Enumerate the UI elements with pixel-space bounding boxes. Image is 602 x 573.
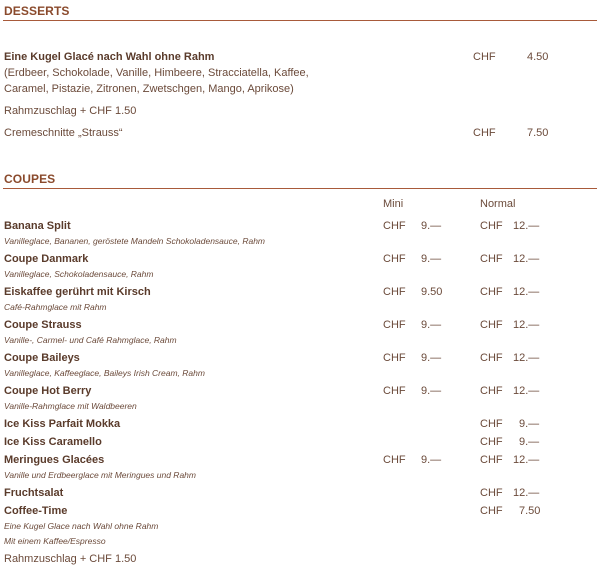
normal-currency: CHF [480, 436, 503, 448]
cremeschnitte-item-name: Cremeschnitte „Strauss“ [4, 127, 123, 139]
coupe-description: Vanilleglace, Bananen, geröstete Mandeln Schokoladensauce, Rahm [4, 236, 265, 246]
normal-price: 12.— [513, 253, 540, 265]
coupe-description: Vanilleglace, Kaffeeglace, Baileys Irish Cream, Rahm [4, 368, 205, 378]
kugel-currency: CHF [473, 51, 496, 63]
normal-price: 12.— [513, 454, 540, 466]
coupe-name: Meringues Glacées [4, 454, 105, 466]
desserts-rahm-surcharge: Rahmzuschlag + CHF 1.50 [4, 105, 137, 117]
mini-currency: CHF [383, 253, 406, 265]
mini-price: 9.— [421, 220, 442, 232]
normal-currency: CHF [480, 352, 503, 364]
coupes-heading: COUPES [4, 172, 56, 186]
desserts-divider [3, 20, 597, 21]
column-header-mini: Mini [383, 198, 404, 210]
coupe-name: Ice Kiss Caramello [4, 436, 102, 448]
mini-price: 9.— [421, 352, 442, 364]
mini-price: 9.50 [421, 286, 443, 298]
coupe-name: Coffee-Time [4, 505, 68, 517]
normal-price: 9.— [519, 436, 540, 448]
kugel-item-name: Eine Kugel Glacé nach Wahl ohne Rahm [4, 51, 215, 63]
column-header-normal: Normal [480, 198, 516, 210]
coupe-name: Eiskaffee gerührt mit Kirsch [4, 286, 151, 298]
normal-currency: CHF [480, 454, 503, 466]
coupe-description: Vanille-, Carmel- und Café Rahmglace, Rahm [4, 335, 177, 345]
coupes-divider [3, 188, 597, 189]
mini-currency: CHF [383, 454, 406, 466]
mini-price: 9.— [421, 385, 442, 397]
normal-price: 12.— [513, 352, 540, 364]
coupe-name: Coupe Hot Berry [4, 385, 92, 397]
cremeschnitte-price: 7.50 [527, 127, 549, 139]
normal-currency: CHF [480, 487, 503, 499]
coupe-description: Café-Rahmglace mit Rahm [4, 302, 107, 312]
normal-currency: CHF [480, 505, 503, 517]
coupe-description: Vanilleglace, Schokoladensauce, Rahm [4, 269, 154, 279]
normal-price: 7.50 [519, 505, 541, 517]
normal-currency: CHF [480, 385, 503, 397]
desserts-heading: DESSERTS [4, 4, 70, 18]
coupe-name: Coupe Baileys [4, 352, 80, 364]
kugel-description-line1: (Erdbeer, Schokolade, Vanille, Himbeere, Stracciatella, Kaffee, [4, 67, 309, 79]
normal-currency: CHF [480, 253, 503, 265]
normal-price: 9.— [519, 418, 540, 430]
coupe-name: Coupe Strauss [4, 319, 82, 331]
coupe-description-line2: Mit einem Kaffee/Espresso [4, 536, 106, 546]
cremeschnitte-currency: CHF [473, 127, 496, 139]
coupe-name: Banana Split [4, 220, 71, 232]
normal-price: 12.— [513, 220, 540, 232]
mini-currency: CHF [383, 385, 406, 397]
normal-price: 12.— [513, 319, 540, 331]
normal-currency: CHF [480, 220, 503, 232]
kugel-price: 4.50 [527, 51, 549, 63]
coupe-description: Eine Kugel Glace nach Wahl ohne Rahm [4, 521, 159, 531]
kugel-description-line2: Caramel, Pistazie, Zitronen, Zwetschgen, Mango, Aprikose) [4, 83, 294, 95]
coupe-name: Coupe Danmark [4, 253, 89, 265]
normal-currency: CHF [480, 286, 503, 298]
normal-price: 12.— [513, 286, 540, 298]
coupe-description: Vanille und Erdbeerglace mit Meringues und Rahm [4, 470, 196, 480]
normal-currency: CHF [480, 418, 503, 430]
normal-currency: CHF [480, 319, 503, 331]
mini-currency: CHF [383, 319, 406, 331]
mini-currency: CHF [383, 286, 406, 298]
coupe-name: Ice Kiss Parfait Mokka [4, 418, 121, 430]
coupes-rahm-surcharge: Rahmzuschlag + CHF 1.50 [4, 553, 137, 565]
normal-price: 12.— [513, 487, 540, 499]
coupe-description: Vanille-Rahmglace mit Waldbeeren [4, 401, 137, 411]
mini-currency: CHF [383, 352, 406, 364]
mini-price: 9.— [421, 454, 442, 466]
coupe-name: Fruchtsalat [4, 487, 64, 499]
mini-price: 9.— [421, 319, 442, 331]
mini-currency: CHF [383, 220, 406, 232]
mini-price: 9.— [421, 253, 442, 265]
normal-price: 12.— [513, 385, 540, 397]
